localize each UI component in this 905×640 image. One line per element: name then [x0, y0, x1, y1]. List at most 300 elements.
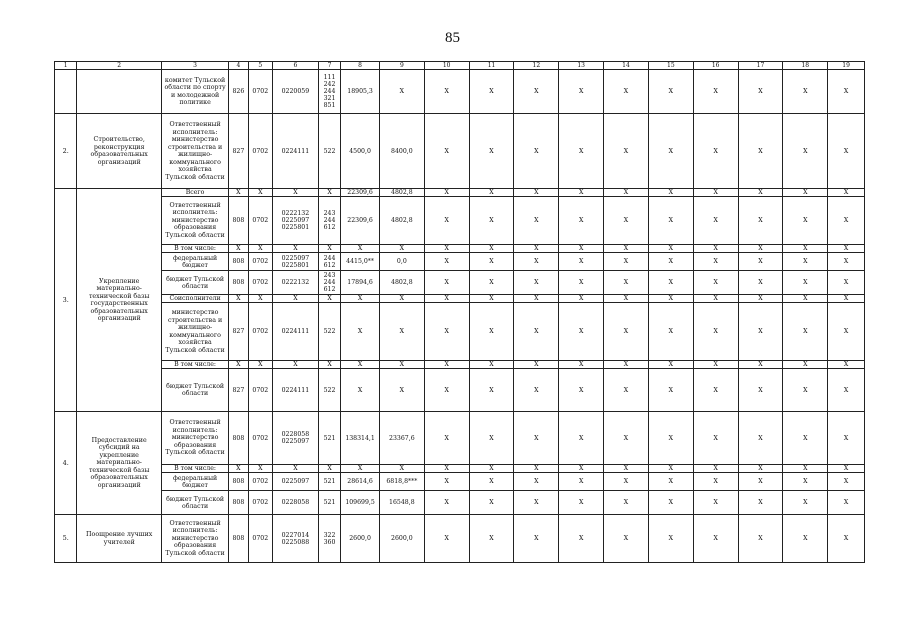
- table-row: [55, 361, 865, 369]
- table-cell: X: [828, 465, 865, 473]
- table-cell: 0702: [248, 515, 272, 563]
- column-number-cell: 17: [738, 62, 783, 70]
- table-cell: 0702: [248, 114, 272, 189]
- table-cell: X: [514, 189, 559, 197]
- table-cell: [55, 70, 77, 114]
- table-cell: X: [248, 189, 272, 197]
- table-cell: X: [424, 70, 469, 114]
- table-cell: 521: [318, 473, 340, 491]
- table-cell: X: [738, 473, 783, 491]
- table-cell: X: [783, 197, 828, 245]
- table-cell: X: [604, 70, 649, 114]
- table-cell: бюджет Тульской области: [161, 271, 228, 295]
- table-cell: X: [783, 295, 828, 303]
- table-cell: 0222132 0225097 0225801: [272, 197, 318, 245]
- table-cell: X: [469, 295, 514, 303]
- table-cell: X: [693, 361, 738, 369]
- table-cell: X: [693, 197, 738, 245]
- table-cell: X: [738, 369, 783, 412]
- table-cell: Строительство, реконструкция образовательных организаций: [77, 114, 162, 189]
- table-cell: 808: [229, 473, 248, 491]
- table-cell: X: [424, 515, 469, 563]
- table-cell: X: [424, 197, 469, 245]
- table-cell: X: [514, 114, 559, 189]
- table-cell: 4415,0**: [341, 253, 380, 271]
- table-cell: X: [272, 245, 318, 253]
- table-cell: X: [693, 253, 738, 271]
- table-cell: 0702: [248, 303, 272, 361]
- table-cell: X: [248, 245, 272, 253]
- column-number-cell: 7: [318, 62, 340, 70]
- column-number-cell: 15: [648, 62, 693, 70]
- page-number: 85: [445, 30, 460, 46]
- table-cell: 17894,6: [341, 271, 380, 295]
- table-cell: X: [693, 70, 738, 114]
- table-row: [55, 295, 865, 303]
- table-cell: X: [648, 412, 693, 465]
- table-cell: 0702: [248, 412, 272, 465]
- table-cell: X: [248, 295, 272, 303]
- table-cell: X: [379, 70, 424, 114]
- table-cell: 0228058 0225097: [272, 412, 318, 465]
- table-cell: 0224111: [272, 303, 318, 361]
- table-cell: 322 360: [318, 515, 340, 563]
- table-cell: X: [828, 295, 865, 303]
- table-cell: федеральный бюджет: [161, 253, 228, 271]
- table-cell: Ответственный исполнитель: министерство образования Тульской области: [161, 412, 228, 465]
- table-cell: X: [604, 491, 649, 515]
- table-cell: X: [341, 369, 380, 412]
- column-number-cell: 2: [77, 62, 162, 70]
- table-cell: X: [559, 369, 604, 412]
- table-cell: X: [559, 491, 604, 515]
- table-cell: 522: [318, 303, 340, 361]
- table-cell: 22309,6: [341, 197, 380, 245]
- table-row: [55, 245, 865, 253]
- table-cell: 2600,0: [341, 515, 380, 563]
- table-cell: 23367,6: [379, 412, 424, 465]
- table-cell: 0224111: [272, 369, 318, 412]
- table-cell: X: [379, 465, 424, 473]
- table-cell: X: [604, 361, 649, 369]
- table-cell: X: [648, 491, 693, 515]
- table-cell: X: [559, 473, 604, 491]
- table-cell: X: [341, 303, 380, 361]
- table-cell: 808: [229, 515, 248, 563]
- column-number-cell: 8: [341, 62, 380, 70]
- table-cell: X: [828, 303, 865, 361]
- table-cell: X: [738, 271, 783, 295]
- table-cell: 0702: [248, 473, 272, 491]
- table-row: [55, 412, 865, 465]
- table-cell: 521: [318, 412, 340, 465]
- table-cell: X: [229, 465, 248, 473]
- table-cell: X: [783, 114, 828, 189]
- table-cell: 827: [229, 369, 248, 412]
- column-number-cell: 6: [272, 62, 318, 70]
- table-cell: X: [738, 465, 783, 473]
- table-cell: X: [738, 303, 783, 361]
- table-cell: X: [514, 295, 559, 303]
- table-cell: X: [604, 189, 649, 197]
- table-cell: X: [341, 361, 380, 369]
- table-cell: X: [604, 271, 649, 295]
- table-cell: X: [828, 515, 865, 563]
- table-cell: 109699,5: [341, 491, 380, 515]
- table-cell: X: [693, 303, 738, 361]
- table-cell: 244 612: [318, 253, 340, 271]
- table-cell: [77, 70, 162, 114]
- table-cell: 0222132: [272, 271, 318, 295]
- table-cell: X: [693, 412, 738, 465]
- table-cell: X: [341, 295, 380, 303]
- table-cell: X: [783, 70, 828, 114]
- table-cell: X: [248, 465, 272, 473]
- table-cell: В том числе:: [161, 361, 228, 369]
- table-cell: 0227014 0225088: [272, 515, 318, 563]
- table-cell: X: [229, 245, 248, 253]
- table-cell: X: [648, 473, 693, 491]
- table-cell: X: [379, 245, 424, 253]
- table-cell: X: [424, 114, 469, 189]
- table-cell: X: [469, 369, 514, 412]
- table-cell: X: [379, 295, 424, 303]
- table-cell: X: [559, 295, 604, 303]
- table-cell: X: [318, 465, 340, 473]
- table-cell: X: [469, 465, 514, 473]
- table-cell: 0702: [248, 253, 272, 271]
- table-cell: X: [604, 465, 649, 473]
- table-cell: X: [514, 465, 559, 473]
- column-number-cell: 11: [469, 62, 514, 70]
- table-cell: X: [648, 515, 693, 563]
- table-cell: В том числе:: [161, 465, 228, 473]
- table-cell: X: [738, 253, 783, 271]
- table-row: [55, 491, 865, 515]
- table-cell: X: [604, 515, 649, 563]
- table-cell: X: [514, 412, 559, 465]
- table-cell: X: [783, 412, 828, 465]
- table-cell: X: [424, 253, 469, 271]
- table-cell: X: [559, 197, 604, 245]
- table-cell: X: [341, 465, 380, 473]
- table-cell: 243 244 612: [318, 197, 340, 245]
- table-cell: Поощрение лучших учителей: [77, 515, 162, 563]
- column-number-cell: 13: [559, 62, 604, 70]
- table-cell: X: [828, 361, 865, 369]
- table-cell: Соисполнители: [161, 295, 228, 303]
- table-cell: X: [648, 303, 693, 361]
- table-row: [55, 114, 865, 189]
- table-cell: 808: [229, 271, 248, 295]
- table-cell: X: [604, 303, 649, 361]
- table-cell: X: [783, 465, 828, 473]
- table-cell: 0220059: [272, 70, 318, 114]
- table-cell: X: [738, 114, 783, 189]
- table-cell: X: [828, 245, 865, 253]
- table-cell: X: [559, 515, 604, 563]
- table-cell: X: [828, 473, 865, 491]
- table-cell: Всего: [161, 189, 228, 197]
- table-cell: X: [514, 70, 559, 114]
- table-cell: 8400,0: [379, 114, 424, 189]
- table-cell: X: [469, 515, 514, 563]
- table-row: [55, 473, 865, 491]
- table-cell: X: [604, 253, 649, 271]
- table-cell: 808: [229, 253, 248, 271]
- table-cell: X: [514, 361, 559, 369]
- table-cell: 0,0: [379, 253, 424, 271]
- table-cell: 0702: [248, 197, 272, 245]
- table-cell: X: [828, 114, 865, 189]
- table-cell: X: [738, 245, 783, 253]
- table-cell: 808: [229, 491, 248, 515]
- table-cell: X: [469, 361, 514, 369]
- table-cell: X: [469, 245, 514, 253]
- table-cell: X: [559, 361, 604, 369]
- table-cell: 827: [229, 303, 248, 361]
- table-cell: X: [648, 245, 693, 253]
- table-row: [55, 197, 865, 245]
- table-cell: X: [783, 303, 828, 361]
- table-cell: X: [648, 361, 693, 369]
- table-cell: X: [783, 491, 828, 515]
- table-cell: X: [828, 491, 865, 515]
- table-cell: X: [469, 114, 514, 189]
- table-row: [55, 465, 865, 473]
- table-cell: X: [559, 245, 604, 253]
- table-cell: X: [514, 491, 559, 515]
- table-cell: 2600,0: [379, 515, 424, 563]
- column-number-row: [55, 62, 865, 70]
- table-cell: X: [424, 473, 469, 491]
- table-cell: X: [229, 361, 248, 369]
- table-cell: X: [648, 70, 693, 114]
- column-number-cell: 10: [424, 62, 469, 70]
- column-number-cell: 3: [161, 62, 228, 70]
- table-cell: 5.: [55, 515, 77, 563]
- table-cell: 0702: [248, 70, 272, 114]
- table-cell: 2.: [55, 114, 77, 189]
- table-cell: X: [272, 189, 318, 197]
- column-number-cell: 18: [783, 62, 828, 70]
- table-cell: 808: [229, 412, 248, 465]
- table-cell: X: [318, 189, 340, 197]
- table-cell: 0225097: [272, 473, 318, 491]
- column-number-cell: 9: [379, 62, 424, 70]
- table-cell: X: [469, 253, 514, 271]
- table-cell: X: [783, 515, 828, 563]
- table-cell: X: [604, 197, 649, 245]
- table-row: [55, 271, 865, 295]
- table-cell: 826: [229, 70, 248, 114]
- table-cell: X: [693, 295, 738, 303]
- table-cell: 16548,8: [379, 491, 424, 515]
- table-cell: X: [693, 515, 738, 563]
- table-cell: X: [693, 189, 738, 197]
- table-cell: X: [424, 412, 469, 465]
- table-cell: 3.: [55, 189, 77, 412]
- table-cell: X: [738, 189, 783, 197]
- table-cell: X: [559, 70, 604, 114]
- column-number-cell: 4: [229, 62, 248, 70]
- table-cell: В том числе:: [161, 245, 228, 253]
- table-cell: X: [604, 245, 649, 253]
- table-cell: X: [738, 361, 783, 369]
- table-row: [55, 253, 865, 271]
- table-row: [55, 70, 865, 114]
- table-cell: X: [229, 189, 248, 197]
- table-cell: X: [648, 465, 693, 473]
- table-cell: 111 242 244 321 851: [318, 70, 340, 114]
- table-cell: X: [783, 369, 828, 412]
- table-cell: 4802,8: [379, 271, 424, 295]
- table-cell: X: [341, 245, 380, 253]
- table-cell: X: [693, 369, 738, 412]
- table-cell: X: [272, 295, 318, 303]
- table-cell: X: [783, 271, 828, 295]
- table-cell: X: [648, 369, 693, 412]
- table-cell: X: [248, 361, 272, 369]
- table-cell: X: [424, 295, 469, 303]
- column-number-cell: 14: [604, 62, 649, 70]
- table-cell: X: [469, 473, 514, 491]
- table-cell: X: [828, 70, 865, 114]
- table-cell: X: [604, 295, 649, 303]
- table-cell: X: [604, 473, 649, 491]
- table-cell: X: [559, 189, 604, 197]
- table-cell: X: [318, 245, 340, 253]
- table-cell: 522: [318, 369, 340, 412]
- table-cell: 0228058: [272, 491, 318, 515]
- table-cell: X: [738, 412, 783, 465]
- table-cell: X: [648, 197, 693, 245]
- table-cell: X: [604, 412, 649, 465]
- table-cell: X: [514, 303, 559, 361]
- table-cell: X: [424, 271, 469, 295]
- table-cell: X: [559, 303, 604, 361]
- table-cell: 0225097 0225801: [272, 253, 318, 271]
- table-cell: Ответственный исполнитель: министерство строительства и жилищно-коммунального хозяйства Тульской области: [161, 114, 228, 189]
- table-cell: 521: [318, 491, 340, 515]
- table-cell: X: [469, 491, 514, 515]
- table-cell: X: [693, 473, 738, 491]
- table-cell: X: [693, 465, 738, 473]
- table-cell: X: [514, 515, 559, 563]
- table-cell: X: [514, 197, 559, 245]
- table-cell: X: [559, 465, 604, 473]
- table-cell: X: [828, 369, 865, 412]
- table-cell: X: [693, 245, 738, 253]
- table-cell: Ответственный исполнитель: министерство образования Тульской области: [161, 197, 228, 245]
- table-cell: X: [229, 295, 248, 303]
- table-cell: 0224111: [272, 114, 318, 189]
- table-cell: X: [783, 253, 828, 271]
- table-cell: 4500,0: [341, 114, 380, 189]
- table-cell: X: [738, 515, 783, 563]
- table-cell: X: [783, 245, 828, 253]
- table-row: [55, 303, 865, 361]
- table-cell: 18905,3: [341, 70, 380, 114]
- table-cell: комитет Тульской области по спорту и молодежной политике: [161, 70, 228, 114]
- table-cell: X: [783, 189, 828, 197]
- table-cell: 0702: [248, 369, 272, 412]
- column-number-cell: 19: [828, 62, 865, 70]
- table-cell: X: [469, 412, 514, 465]
- table-cell: X: [559, 271, 604, 295]
- table-cell: 243 244 612: [318, 271, 340, 295]
- budget-table: [54, 61, 865, 563]
- column-number-cell: 5: [248, 62, 272, 70]
- table-cell: X: [272, 465, 318, 473]
- table-cell: X: [828, 271, 865, 295]
- table-cell: X: [648, 189, 693, 197]
- table-cell: федеральный бюджет: [161, 473, 228, 491]
- table-cell: 28614,6: [341, 473, 380, 491]
- table-cell: 138314,1: [341, 412, 380, 465]
- table-cell: X: [604, 369, 649, 412]
- table-cell: X: [379, 369, 424, 412]
- table-cell: X: [514, 473, 559, 491]
- table-cell: X: [693, 271, 738, 295]
- table-cell: 522: [318, 114, 340, 189]
- table-cell: X: [828, 189, 865, 197]
- table-cell: X: [783, 361, 828, 369]
- table-cell: X: [424, 245, 469, 253]
- table-cell: X: [648, 271, 693, 295]
- table-cell: X: [738, 197, 783, 245]
- table-cell: Предоставление субсидий на укрепление материально-технической базы образовательных организаций: [77, 412, 162, 515]
- table-cell: X: [424, 189, 469, 197]
- table-cell: X: [318, 295, 340, 303]
- table-cell: X: [469, 303, 514, 361]
- table-cell: 808: [229, 197, 248, 245]
- column-number-cell: 12: [514, 62, 559, 70]
- column-number-cell: 16: [693, 62, 738, 70]
- table-cell: X: [424, 369, 469, 412]
- table-cell: X: [783, 473, 828, 491]
- table-cell: X: [379, 303, 424, 361]
- table-cell: X: [469, 197, 514, 245]
- table-cell: X: [469, 70, 514, 114]
- table-row: [55, 369, 865, 412]
- table-cell: X: [469, 189, 514, 197]
- table-cell: 0702: [248, 271, 272, 295]
- table-cell: X: [828, 412, 865, 465]
- table-cell: X: [424, 303, 469, 361]
- table-cell: Укрепление материально-технической базы государственных образовательных организаций: [77, 189, 162, 412]
- table-cell: X: [424, 361, 469, 369]
- table-cell: X: [379, 361, 424, 369]
- table-cell: X: [648, 114, 693, 189]
- table-cell: X: [604, 114, 649, 189]
- table-cell: 4.: [55, 412, 77, 515]
- table-cell: X: [648, 253, 693, 271]
- table-cell: X: [424, 465, 469, 473]
- table-cell: X: [738, 491, 783, 515]
- table-cell: X: [828, 253, 865, 271]
- table-cell: X: [559, 253, 604, 271]
- table-row: [55, 515, 865, 563]
- table-cell: X: [648, 295, 693, 303]
- table-cell: X: [738, 70, 783, 114]
- table-cell: X: [559, 412, 604, 465]
- table-cell: 827: [229, 114, 248, 189]
- table-cell: 22309,6: [341, 189, 380, 197]
- table-cell: X: [693, 491, 738, 515]
- table-cell: X: [514, 245, 559, 253]
- table-cell: X: [738, 295, 783, 303]
